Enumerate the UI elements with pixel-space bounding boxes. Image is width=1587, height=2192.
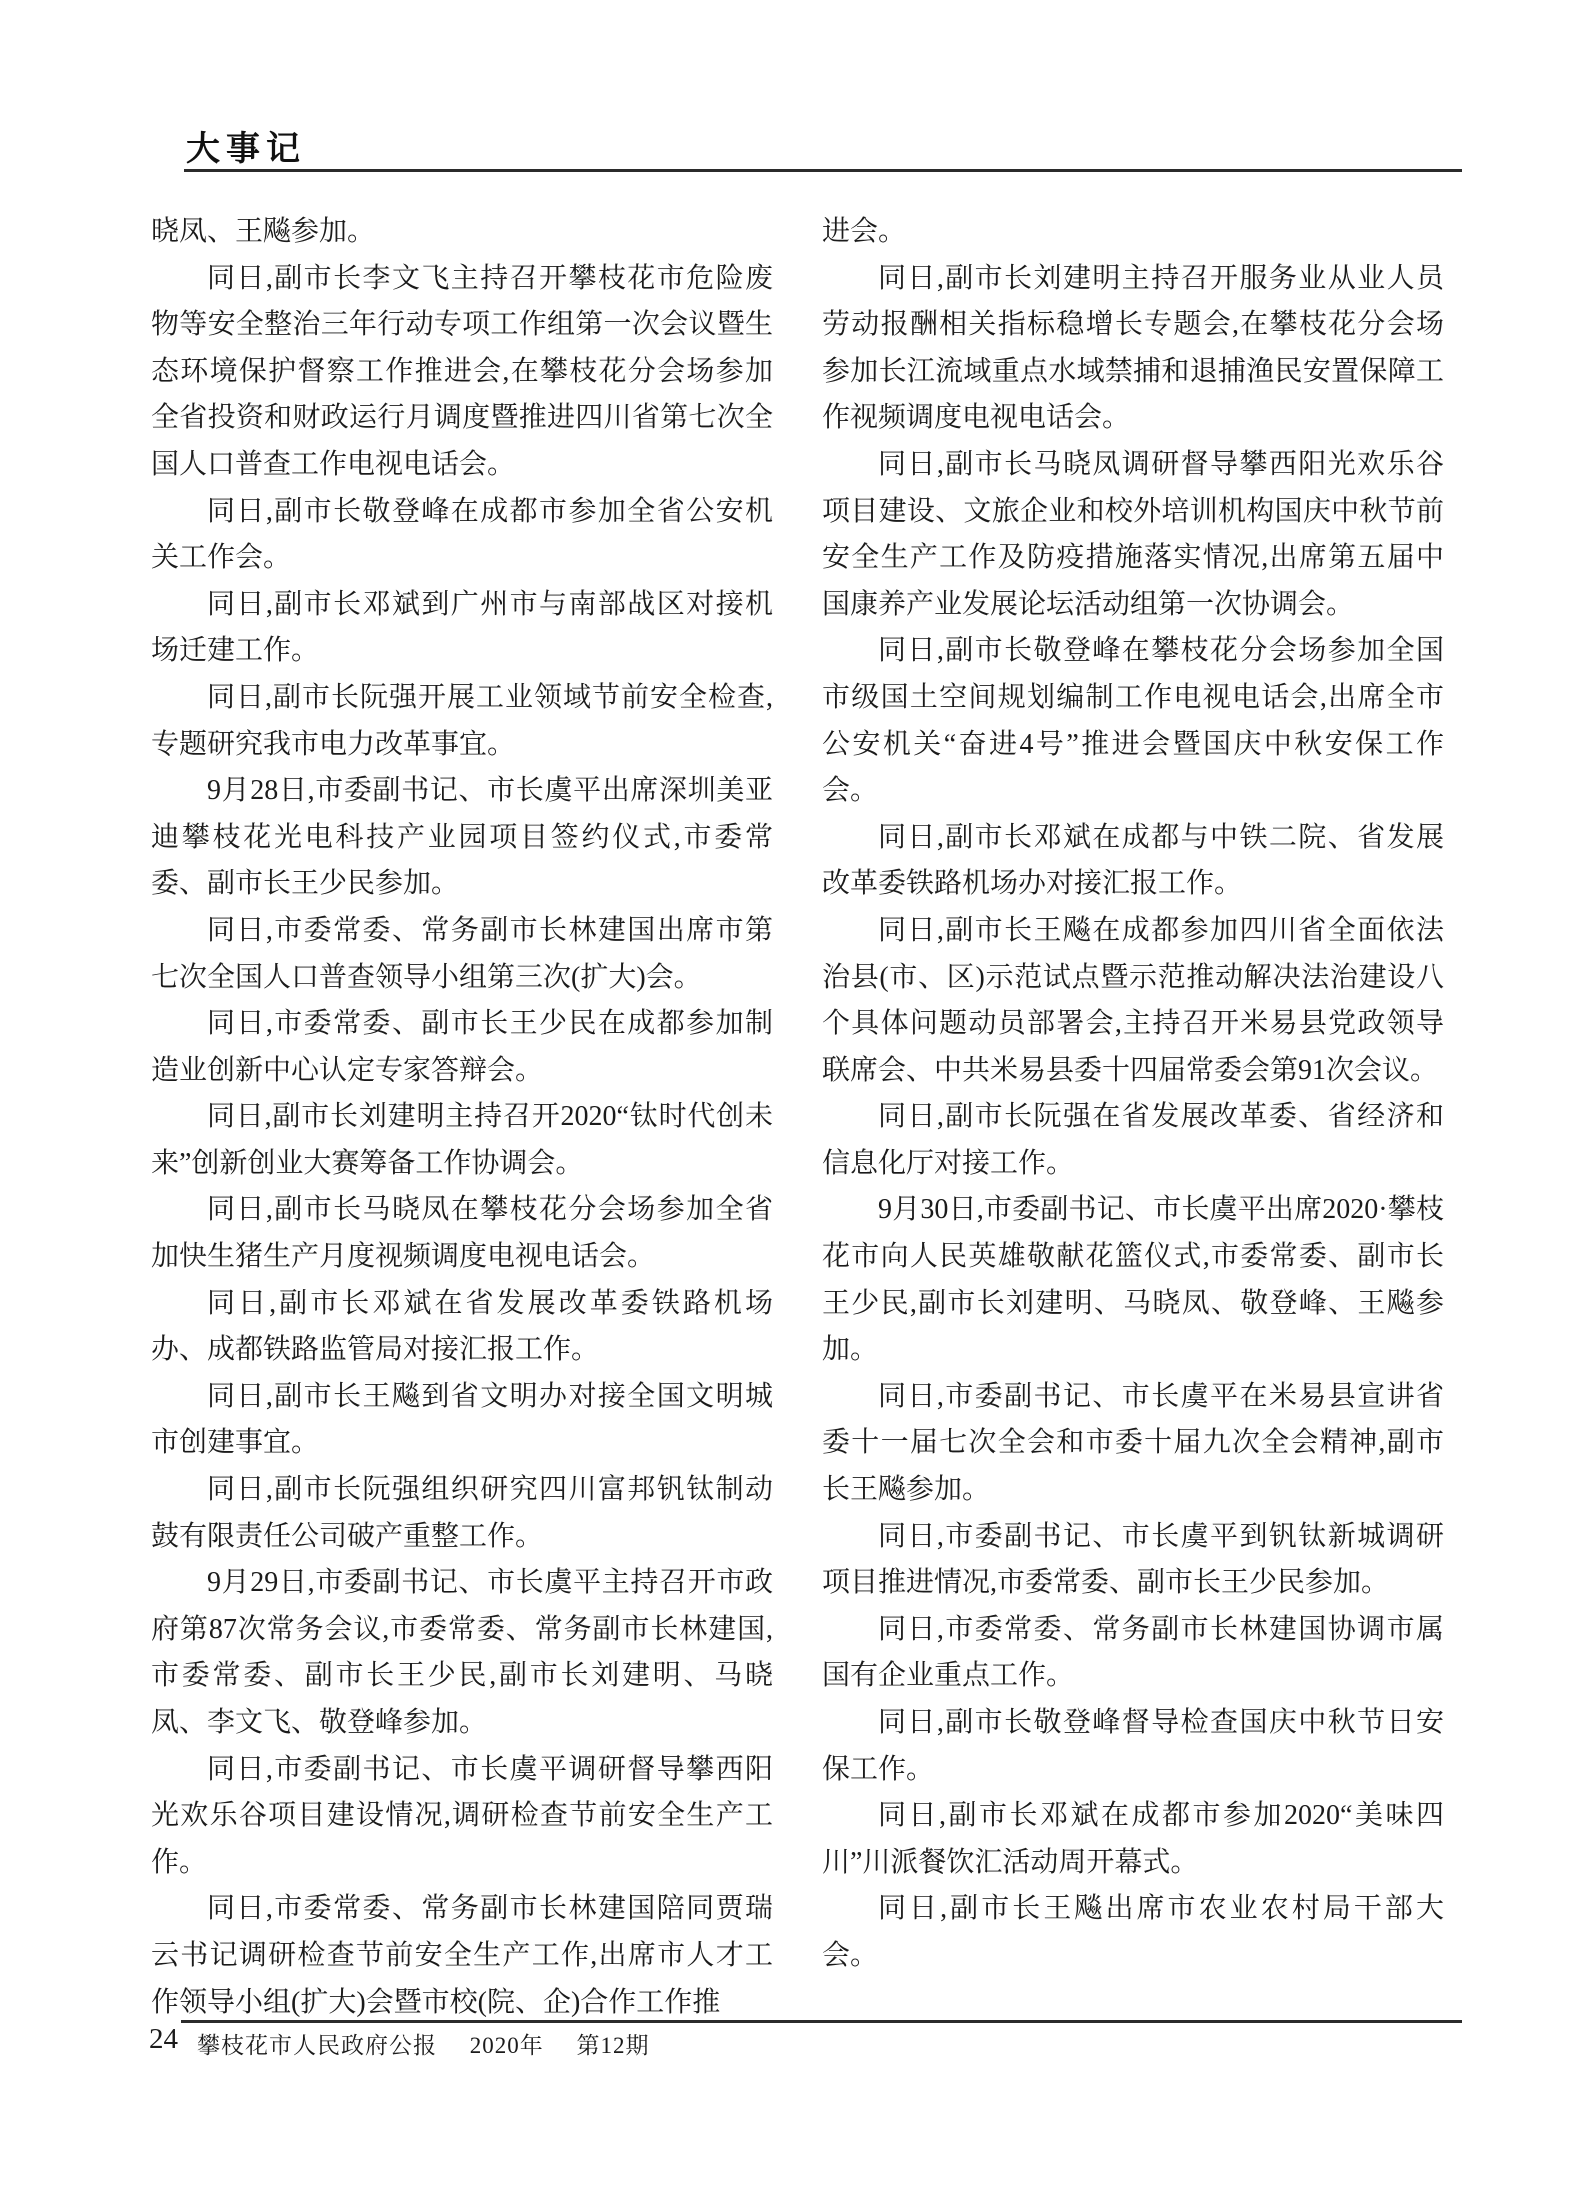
paragraph: 同日,副市长邓斌在成都市参加2020“美味四川”川派餐饮汇活动周开幕式。 [822,1800,1444,1878]
paragraph: 同日,副市长敬登峰在攀枝花分会场参加全国市级国土空间规划编制工作电视电话会,出席全市公安机关“奋进4号”推进会暨国庆中秋安保工作会。 [822,635,1444,807]
paragraph: 9月29日,市委副书记、市长虞平主持召开市政府第87次常务会议,市委常委、常务副市长林建国,市委常委、副市长王少民,副市长刘建明、马晓凤、李文飞、敬登峰参加。 [151,1567,773,1738]
paragraph: 同日,市委副书记、市长虞平在米易县宣讲省委十一届七次全会和市委十届九次全会精神,副市长王飚参加。 [822,1380,1444,1506]
paragraph: 同日,市委副书记、市长虞平调研督导攀西阳光欢乐谷项目建设情况,调研检查节前安全生产工作。 [151,1753,773,1878]
footer-publication: 攀枝花市人民政府公报 [197,2033,437,2058]
paragraph: 同日,副市长邓斌在成都与中铁二院、省发展改革委铁路机场办对接汇报工作。 [822,821,1444,900]
paragraph: 同日,副市长刘建明主持召开服务业从业人员劳动报酬相关指标稳增长专题会,在攀枝花分会场参加长江流域重点水域禁捕和退捕渔民安置保障工作视频调度电视电话会。 [822,262,1444,434]
paragraph: 同日,副市长马晓凤调研督导攀西阳光欢乐谷项目建设、文旅企业和校外培训机构国庆中秋节前安全生产工作及防疫措施落实情况,出席第五届中国康养产业发展论坛活动组第一次协调会。 [822,448,1444,620]
page-number: 24 [149,2023,178,2055]
header-rule [184,169,1462,172]
paragraph: 同日,副市长刘建明主持召开2020“钛时代创未来”创新创业大赛筹备工作协调会。 [151,1101,773,1179]
footer-year: 2020年 [469,2033,544,2058]
paragraph: 同日,副市长敬登峰在成都市参加全省公安机关工作会。 [151,495,773,574]
paragraph: 晓凤、王飚参加。 [151,216,376,247]
paragraph: 同日,市委常委、常务副市长林建国陪同贾瑞云书记调研检查节前安全生产工作,出席市人才工作领导小组(扩大)会暨市校(院、企)合作工作推 [151,1893,773,2018]
left-column [151,209,773,2026]
paragraph: 同日,副市长邓斌在省发展改革委铁路机场办、成都铁路监管局对接汇报工作。 [151,1287,773,1366]
paragraph: 同日,副市长李文飞主持召开攀枝花市危险废物等安全整治三年行动专项工作组第一次会议暨生态环境保护督察工作推进会,在攀枝花分会场参加全省投资和财政运行月调度暨推进四川省第七次全国人口普查工作电视电话会。 [151,262,773,480]
paragraph: 同日,副市长王飚在成都参加四川省全面依法治县(市、区)示范试点暨示范推动解决法治建设八个具体问题动员部署会,主持召开米易县党政领导联席会、中共米易县委十四届常委会第91次会议。 [822,914,1444,1086]
paragraph: 同日,副市长王飚到省文明办对接全国文明城市创建事宜。 [151,1380,773,1459]
paragraph: 9月28日,市委副书记、市长虞平出席深圳美亚迪攀枝花光电科技产业园项目签约仪式,市委常委、副市长王少民参加。 [151,775,773,900]
content-columns [151,209,1444,2026]
footer-text [197,2031,650,2061]
paragraph: 同日,副市长阮强组织研究四川富邦钒钛制动鼓有限责任公司破产重整工作。 [151,1474,773,1552]
paragraph: 同日,市委常委、常务副市长林建国协调市属国有企业重点工作。 [822,1613,1444,1692]
page-title: 大事记 [186,130,306,168]
paragraph: 同日,市委常委、常务副市长林建国出席市第七次全国人口普查领导小组第三次(扩大)会。 [151,914,773,993]
paragraph: 同日,副市长阮强开展工业领域节前安全检查,专题研究我市电力改革事宜。 [151,681,773,760]
paragraph: 同日,市委常委、副市长王少民在成都参加制造业创新中心认定专家答辩会。 [151,1008,773,1086]
paragraph: 同日,副市长王飚出席市农业农村局干部大会。 [822,1893,1444,1971]
footer-rule [181,2020,1462,2023]
paragraph: 同日,副市长敬登峰督导检查国庆中秋节日安保工作。 [822,1707,1444,1785]
paragraph: 进会。 [822,216,907,247]
paragraph: 同日,副市长阮强在省发展改革委、省经济和信息化厅对接工作。 [822,1101,1444,1179]
paragraph: 同日,副市长邓斌到广州市与南部战区对接机场迁建工作。 [151,588,773,667]
paragraph: 同日,副市长马晓凤在攀枝花分会场参加全省加快生猪生产月度视频调度电视电话会。 [151,1194,773,1273]
paragraph: 9月30日,市委副书记、市长虞平出席2020·攀枝花市向人民英雄敬献花篮仪式,市委常委、副市长王少民,副市长刘建明、马晓凤、敬登峰、王飚参加。 [822,1194,1444,1366]
footer-issue: 第12期 [576,2033,650,2058]
paragraph: 同日,市委副书记、市长虞平到钒钛新城调研项目推进情况,市委常委、副市长王少民参加。 [822,1520,1444,1599]
right-column [822,209,1444,2026]
